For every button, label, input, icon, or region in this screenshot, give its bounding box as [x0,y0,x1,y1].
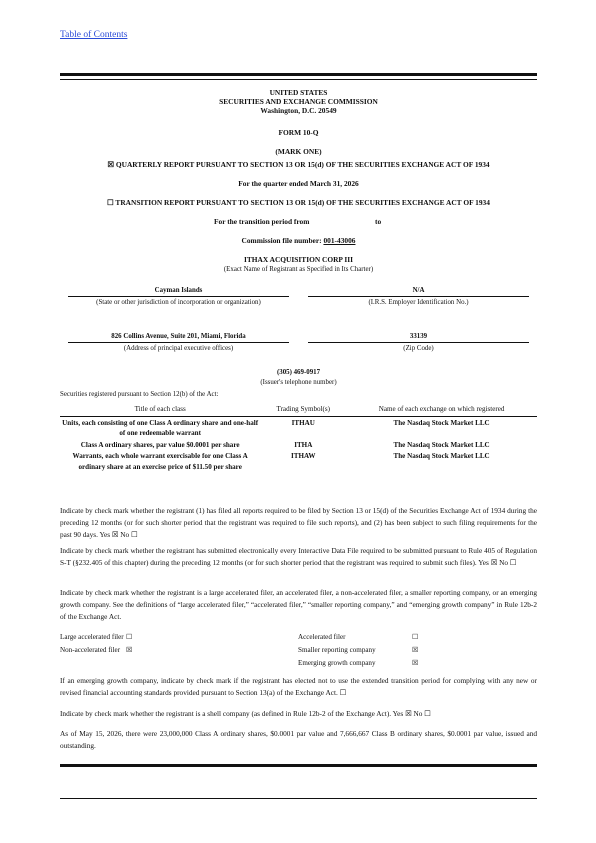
class-title: Class A ordinary shares, par value $0.0001 per share [80,440,240,449]
mark-one: (MARK ONE) [275,147,322,156]
class-title: Warrants, each whole warrant exercisable for one Class A ordinary share at an exercise price of $11.50 per share [72,452,248,471]
table-row [60,416,537,439]
zip-caption: (Zip Code) [403,345,434,352]
registrant-caption: (Exact Name of Registrant as Specified in Its Charter) [223,266,374,273]
table-row [60,450,537,472]
phone-caption: (Issuer's telephone number) [260,379,337,386]
table-of-contents-link[interactable]: Table of Contents [60,30,128,40]
form-type: FORM 10-Q [278,128,319,137]
zip-underline [308,342,529,343]
jurisdiction-underline [68,296,289,297]
trading-symbol: ITHA [294,440,313,449]
accelerated-filer-checkbox[interactable]: ☐ [412,633,419,641]
commission-number: 001-43006 [323,236,356,245]
trading-symbol: ITHAU [291,418,315,427]
header-line-2: SECURITIES AND EXCHANGE COMMISSION [219,97,378,106]
address-value: 826 Collins Avenue, Suite 201, Miami, Florida [111,333,246,340]
paragraph-reports-filed: Indicate by check mark whether the registrant (1) has filed all reports required to be filed by Section 13 or 15(d) of the Securities Exchange Act of 1934 during the preceding 12 months (or for such shorter period that the registrant was required to file such reports), and (2) has been subject to such filing requirements for the past 90 days. Yes ☒ No ☐ [60,506,537,540]
paragraph-emerging-growth: If an emerging growth company, indicate by check mark if the registrant has elected not to use the extended transition period for complying with any new or revised financial accounting standards provided pursuant to Section 13(a) of the Exchange Act. ☐ [60,676,537,698]
top-rule-thick [60,73,537,76]
exchange-name: The Nasdaq Stock Market LLC [393,440,490,449]
table-row [60,439,537,451]
smaller-reporting-company-label: Smaller reporting company [298,646,376,654]
transition-report-line: ☐ TRANSITION REPORT PURSUANT TO SECTION 13 OR 15(d) OF THE SECURITIES EXCHANGE ACT OF 1934 [107,198,490,207]
address-caption: (Address of principal executive offices) [123,345,234,352]
jurisdiction-caption: (State or other jurisdiction of incorporation or organization) [96,299,261,306]
zip-value: 33139 [409,333,428,340]
commission-label: Commission file number: [241,236,322,245]
large-accelerated-filer-label: Large accelerated filer [60,633,124,641]
large-accelerated-filer-checkbox[interactable]: ☐ [126,633,133,641]
jurisdiction-value: Cayman Islands [154,287,203,294]
quarterly-report-line: ☒ QUARTERLY REPORT PURSUANT TO SECTION 13 OR 15(d) OF THE SECURITIES EXCHANGE ACT OF 1934 [107,160,490,169]
header-block [60,88,537,115]
transition-period-to: to [375,217,382,226]
accelerated-filer-label: Accelerated filer [298,633,346,641]
class-title: Units, each consisting of one Class A ordinary share and one-half of one redeemable warrant [62,418,259,438]
header-line-3: Washington, D.C. 20549 [260,106,337,115]
top-rule-thin [60,79,537,80]
header-trading-symbol: Trading Symbol(s) [260,404,346,416]
emerging-growth-company-checkbox[interactable]: ☒ [412,659,419,667]
bottom-rule-thick [60,764,537,767]
quarter-period: For the quarter ended March 31, 2026 [238,179,359,188]
phone-value: (305) 469-0917 [276,369,321,376]
address-underline [68,342,289,343]
transition-period-from: For the transition period from [214,217,310,226]
commission-file [60,236,537,245]
smaller-reporting-company-checkbox[interactable]: ☒ [412,646,419,654]
paragraph-shell-company: Indicate by check mark whether the registrant is a shell company (as defined in Rule 12b-2 of the Exchange Act). Yes ☒ No ☐ [60,709,431,718]
header-title-of-class: Title of each class [60,404,260,416]
bottom-rule-thin [60,798,537,799]
registrant-name: ITHAX ACQUISITION CORP III [243,255,354,264]
paragraph-interactive-data: Indicate by check mark whether the registrant has submitted electronically every Interactive Data File required to be submitted pursuant to Rule 405 of Regulation S-T (§232.405 of this chapter) during the preceding 12 months (or for such shorter period that the registrant was required to submit such files). Yes ☒ No ☐ [60,546,537,568]
exchange-name: The Nasdaq Stock Market LLC [393,452,490,461]
securities-table [60,404,537,473]
header-line-1: UNITED STATES [269,88,328,97]
header-exchange-name: Name of each exchange on which registered [346,404,537,416]
securities-table-header-row [60,404,537,416]
ein-caption: (I.R.S. Employer Identification No.) [368,299,469,306]
ein-value: N/A [412,287,425,294]
paragraph-filer-status: Indicate by check mark whether the registrant is a large accelerated filer, an accelerated filer, a non-accelerated filer, a smaller reporting company, or an emerging growth company. See the definitions of “large accelerated filer,” “accelerated filer,” “smaller reporting company,” and “emerging growth company” in Rule 12b-2 of the Exchange Act. [60,588,537,622]
non-accelerated-filer-label: Non-accelerated filer [60,646,121,654]
ein-underline [308,296,529,297]
non-accelerated-filer-checkbox[interactable]: ☒ [126,646,133,654]
securities-intro: Securities registered pursuant to Section 12(b) of the Act: [60,391,219,398]
paragraph-shares-outstanding: As of May 15, 2026, there were 23,000,000 Class A ordinary shares, $0.0001 par value and 7,666,667 Class B ordinary shares, $0.0001 par value, issued and outstanding. [60,729,537,751]
exchange-name: The Nasdaq Stock Market LLC [393,418,490,427]
trading-symbol: ITHAW [291,452,316,461]
emerging-growth-company-label: Emerging growth company [298,659,376,667]
